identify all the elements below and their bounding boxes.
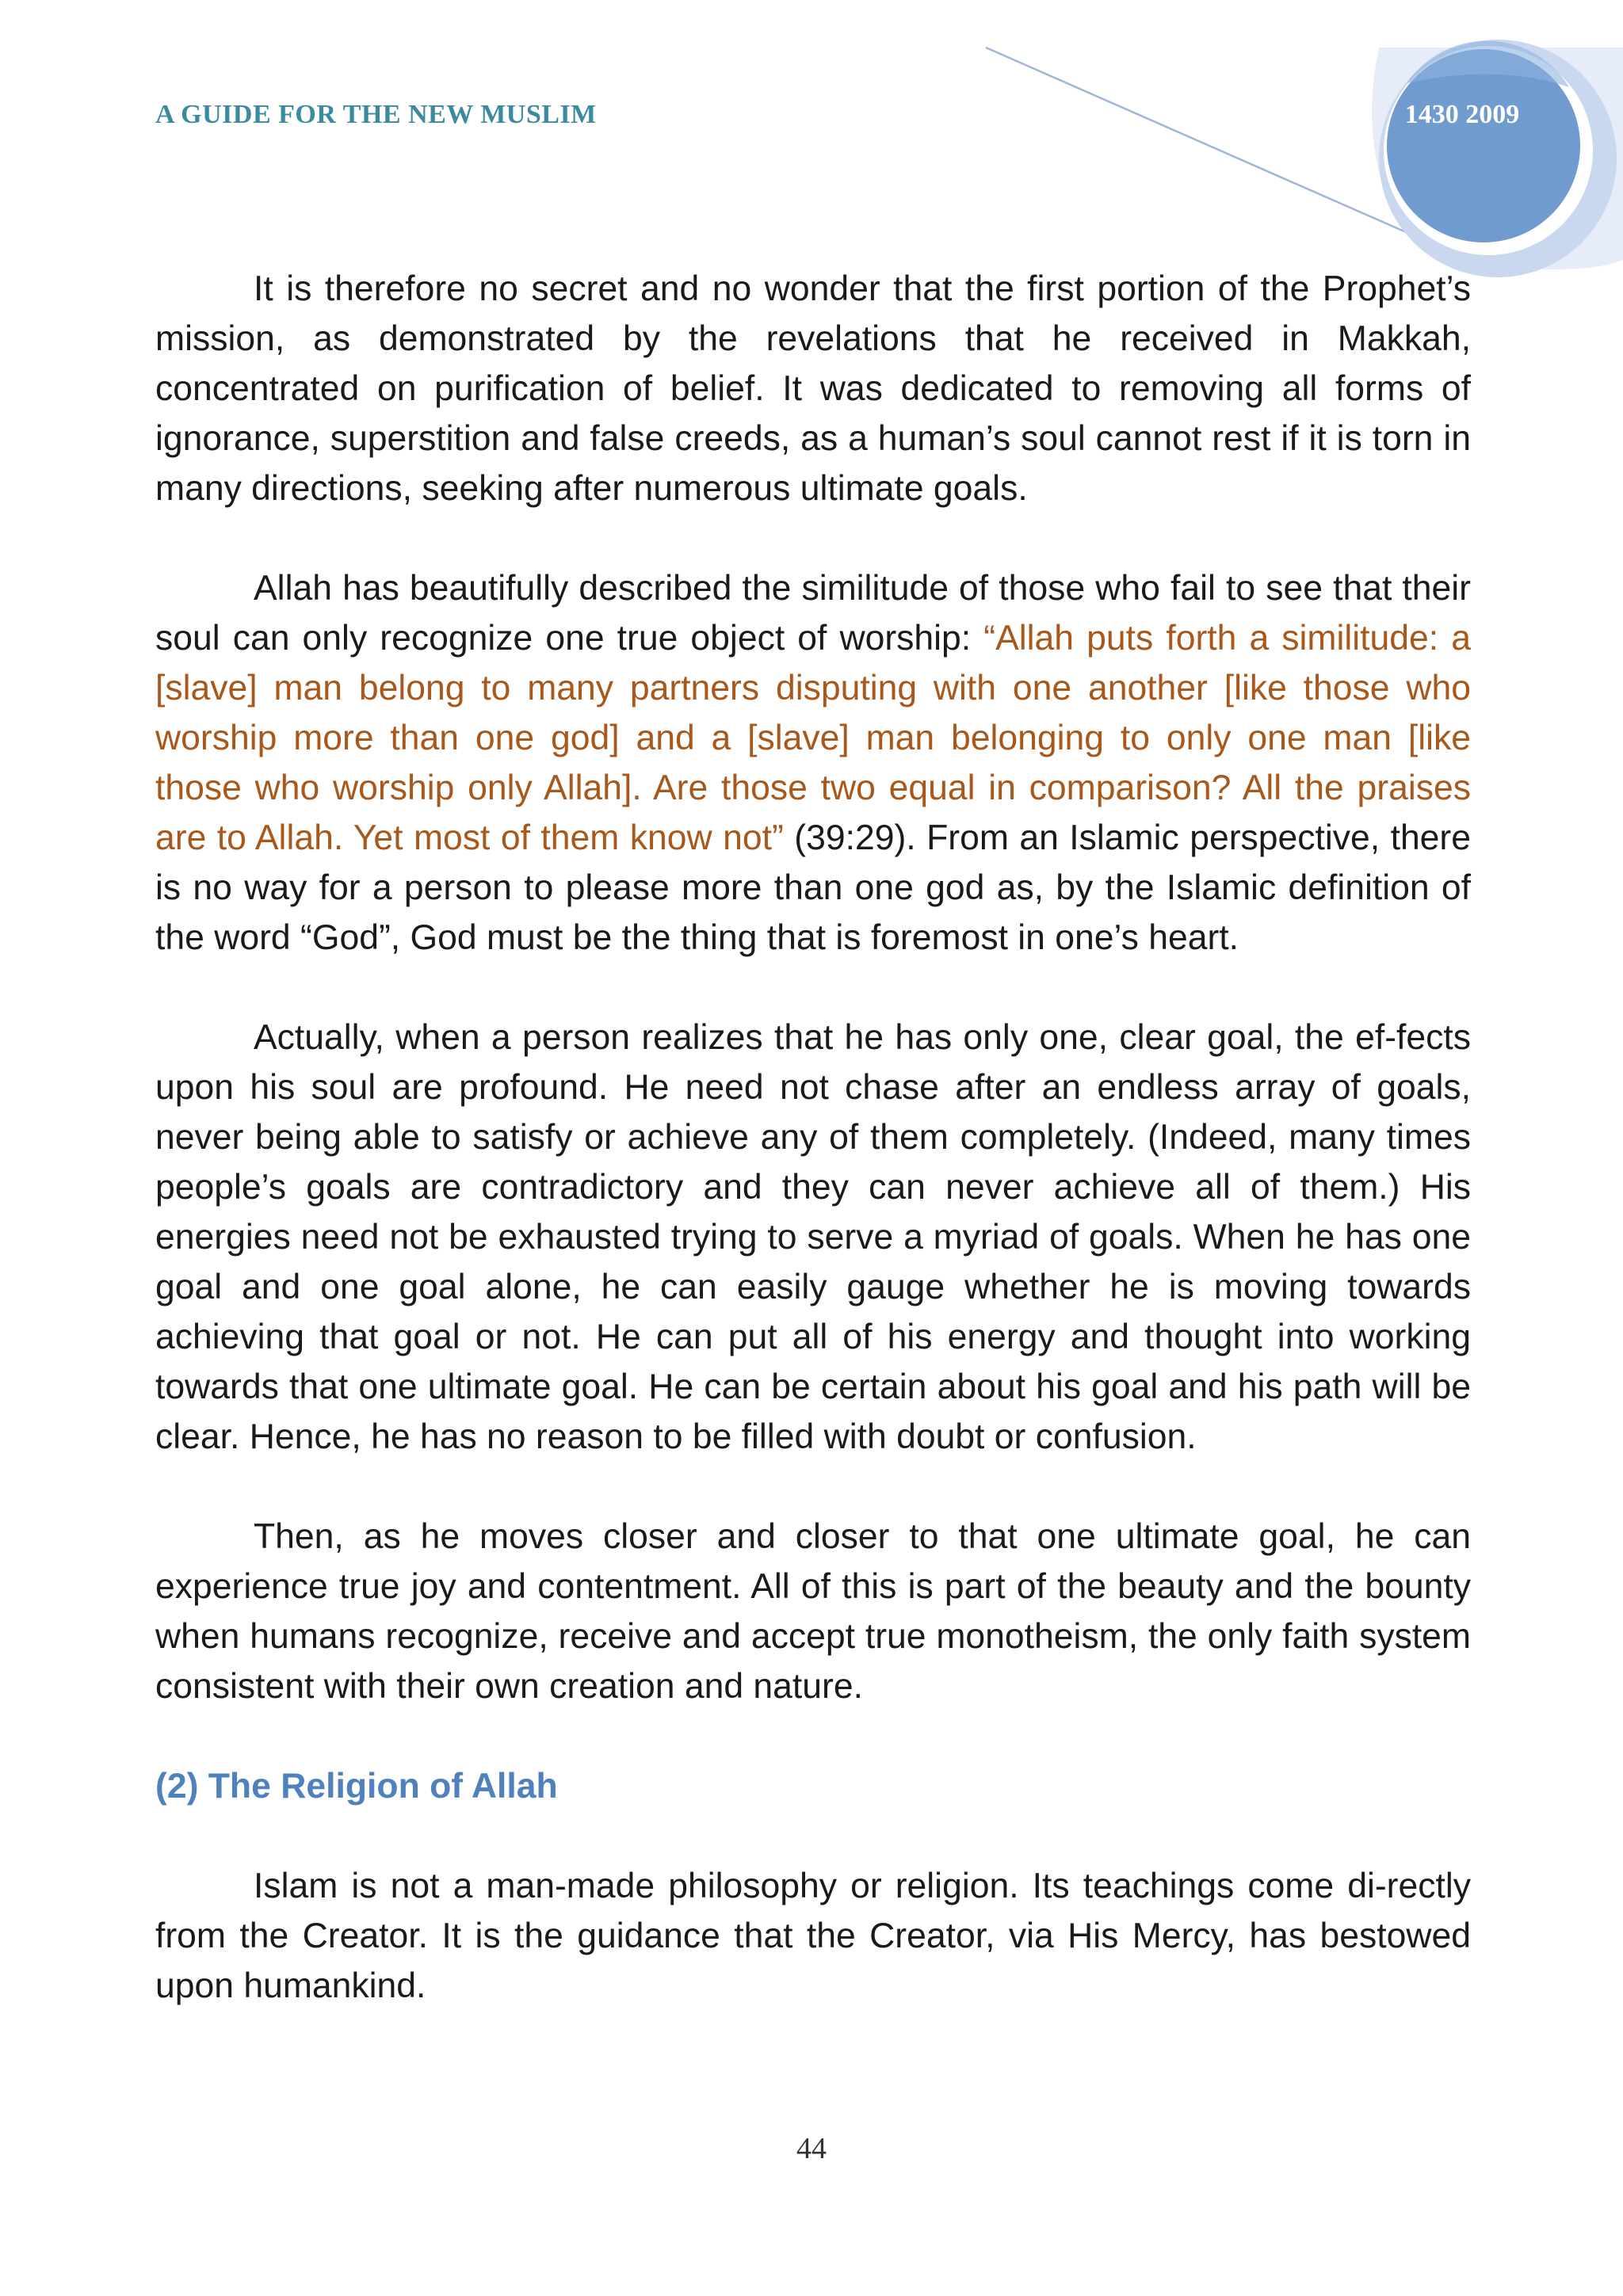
paragraph-1: It is therefore no secret and no wonder that the first portion of the Prophet’s mission, as demonstrated by the revelations that he received in Makkah, concentrated on purification of belief. It was dedicated to removing all forms of ignorance, superstition and false creeds, as a human’s soul cannot rest if it is torn in many directions, seeking after numerous ultimate goals. bbox=[155, 269, 1471, 508]
paragraph-2-continuation: (39:29). From an Islamic perspective, there is no way for a person to please more than one god as, by the Islamic definition of the word “God”, God must be the thing that is foremost in one’s heart. bbox=[155, 818, 1472, 957]
section-paragraph: Islam is not a man-made philosophy or religion. Its teachings come di-rectly from the Creator. It is the guidance that the Creator, via His Mercy, has bestowed upon humankind. bbox=[155, 1867, 1471, 2005]
header-decoration-graphic bbox=[951, 32, 1623, 285]
page-body bbox=[155, 264, 1471, 2061]
quran-quote: “Allah puts forth a similitude: a [slave] man belong to many partners disputing with one another [like those who worship more than one god] and a [slave] man belonging to only one man [like those who worship only Allah]. Are those two equal in comparison? All the praises are to Allah. Yet most of them know not” bbox=[155, 619, 1471, 857]
section-heading: (2) The Religion of Allah bbox=[155, 1767, 558, 1806]
paragraph-2-intro: Allah has beautifully described the similitude of those who fail to see that their soul can only recognize one true object of worship: bbox=[155, 569, 1471, 658]
header-year: 1430 2009 bbox=[1404, 100, 1520, 129]
paragraph-3: Actually, when a person realizes that he has only one, clear goal, the ef-fects upon his soul are profound. He need not chase after an endless array of goals, never being able to satisfy or achieve any of them completely. (Indeed, many times people’s goals are contradictory and they can never achieve all of them.) His energies need not be exhausted trying to serve a myriad of goals. When he has one goal and one goal alone, he can easily gauge whether he is moving towards achieving that goal or not. He can put all of his energy and thought into working towards that one ultimate goal. He can be certain about his goal and his path will be clear. Hence, he has no reason to be filled with doubt or confusion. bbox=[155, 1018, 1471, 1456]
paragraph-4: Then, as he moves closer and closer to that one ultimate goal, he can experience true joy and contentment. All of this is part of the beauty and the bounty when humans recognize, receive and accept true monotheism, the only faith system consistent with their own creation and nature. bbox=[155, 1517, 1471, 1706]
page-number: 44 bbox=[796, 2132, 827, 2165]
paragraph-2 bbox=[155, 563, 1471, 963]
decor-diagonal-line bbox=[986, 48, 1419, 238]
header-title: A GUIDE FOR THE NEW MUSLIM bbox=[155, 100, 597, 129]
